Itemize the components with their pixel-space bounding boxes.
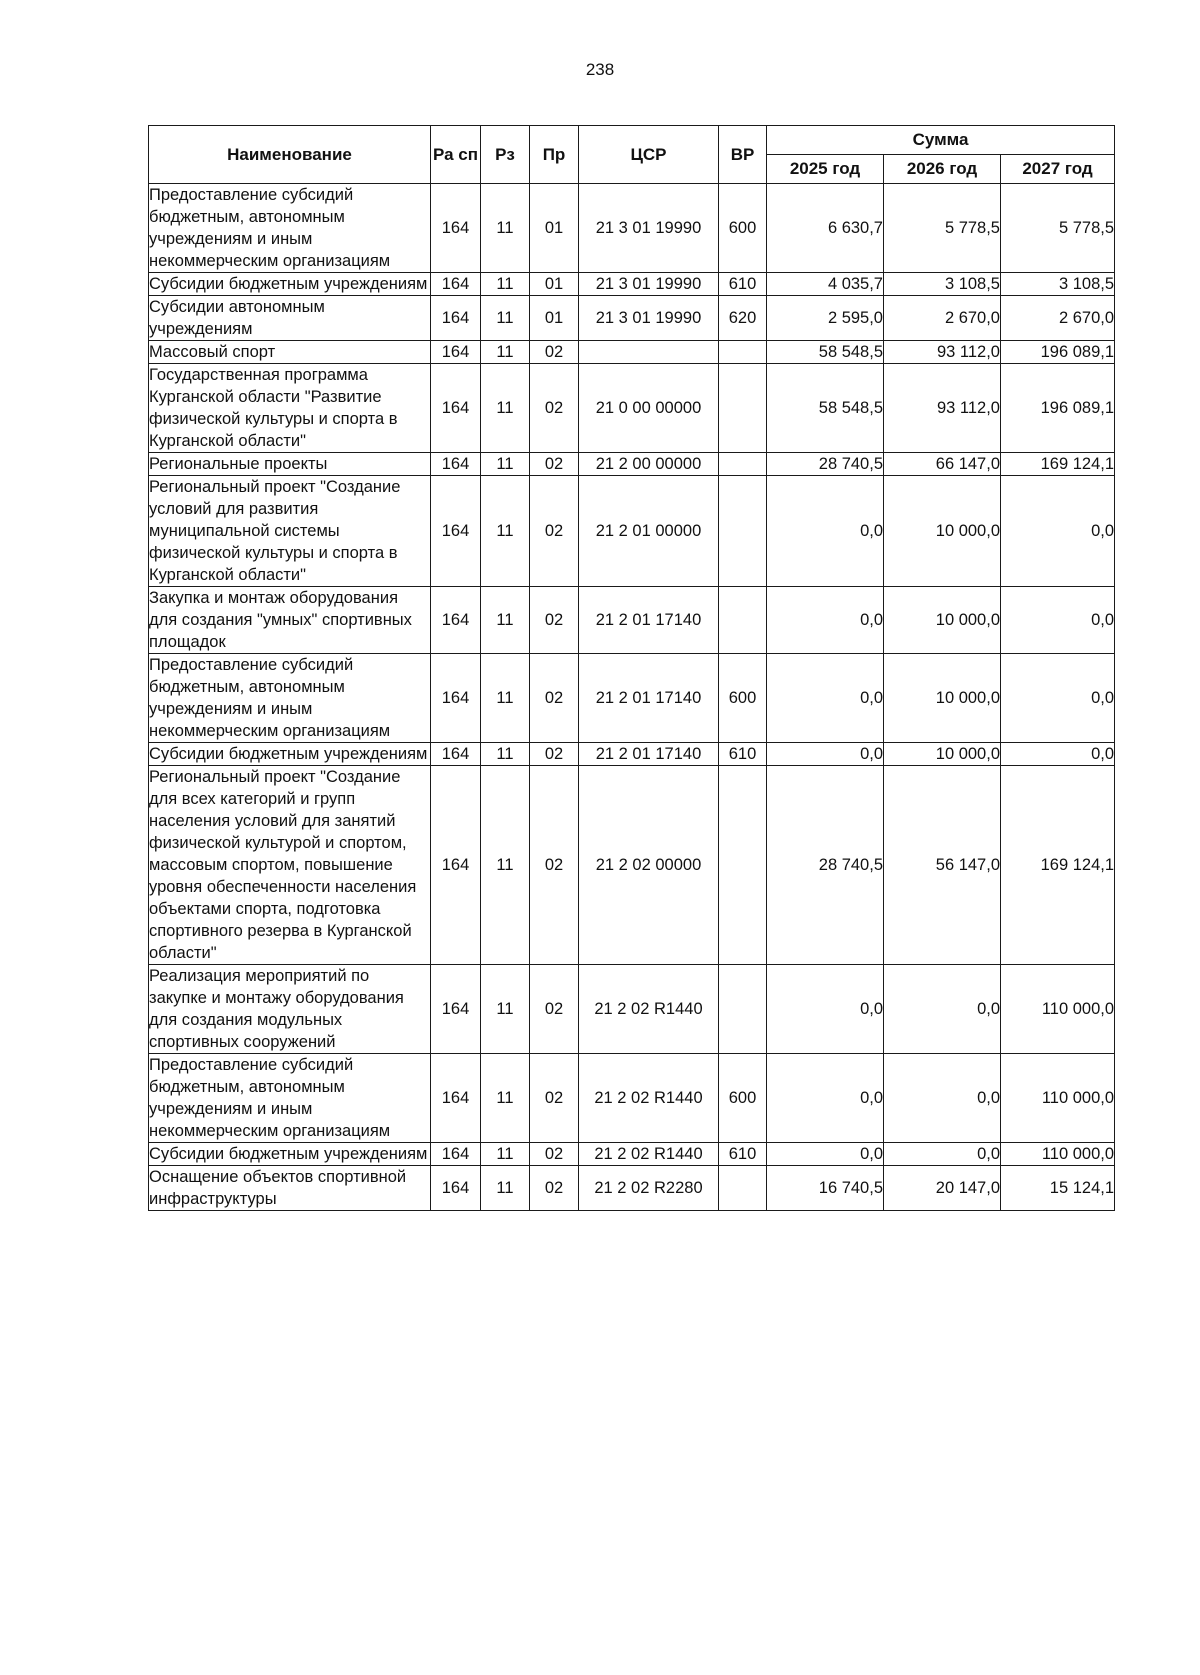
cell-vr <box>719 1166 767 1211</box>
cell-2026: 66 147,0 <box>884 453 1001 476</box>
cell-rz: 11 <box>481 184 530 273</box>
cell-rasp: 164 <box>431 1054 481 1143</box>
cell-name: Региональный проект "Создание для всех категорий и групп населения условий для занятий физической культурой и спортом, массовым спортом, повышение уровня обеспеченности населения объектами спорта, подготовка спортивного резерва в Курганской области" <box>149 766 431 965</box>
cell-vr: 620 <box>719 296 767 341</box>
table-row <box>149 587 1115 654</box>
cell-2027: 15 124,1 <box>1001 1166 1115 1211</box>
cell-csr: 21 2 02 R2280 <box>579 1166 719 1211</box>
cell-name: Закупка и монтаж оборудования для создания "умных" спортивных площадок <box>149 587 431 654</box>
cell-pr: 01 <box>530 184 579 273</box>
cell-2025: 58 548,5 <box>767 341 884 364</box>
cell-rz: 11 <box>481 273 530 296</box>
cell-rz: 11 <box>481 476 530 587</box>
cell-vr <box>719 476 767 587</box>
cell-csr: 21 2 01 17140 <box>579 743 719 766</box>
header-rz: Рз <box>481 126 530 184</box>
cell-csr <box>579 341 719 364</box>
cell-vr <box>719 364 767 453</box>
cell-2025: 58 548,5 <box>767 364 884 453</box>
header-sum: Сумма <box>767 126 1115 155</box>
cell-name: Реализация мероприятий по закупке и монтажу оборудования для создания модульных спортивных сооружений <box>149 965 431 1054</box>
cell-csr: 21 0 00 00000 <box>579 364 719 453</box>
cell-2025: 0,0 <box>767 587 884 654</box>
header-vr: ВР <box>719 126 767 184</box>
header-row <box>149 126 1115 155</box>
cell-2026: 5 778,5 <box>884 184 1001 273</box>
cell-vr: 600 <box>719 654 767 743</box>
table-row <box>149 476 1115 587</box>
cell-2027: 110 000,0 <box>1001 1143 1115 1166</box>
cell-2027: 0,0 <box>1001 743 1115 766</box>
cell-2026: 10 000,0 <box>884 587 1001 654</box>
cell-vr: 610 <box>719 743 767 766</box>
cell-2027: 0,0 <box>1001 654 1115 743</box>
cell-rasp: 164 <box>431 743 481 766</box>
cell-2025: 28 740,5 <box>767 453 884 476</box>
cell-name: Субсидии автономным учреждениям <box>149 296 431 341</box>
cell-pr: 02 <box>530 1166 579 1211</box>
cell-2027: 169 124,1 <box>1001 453 1115 476</box>
cell-rasp: 164 <box>431 296 481 341</box>
cell-rasp: 164 <box>431 654 481 743</box>
cell-2025: 0,0 <box>767 1143 884 1166</box>
page-number: 238 <box>585 60 615 79</box>
cell-rasp: 164 <box>431 1143 481 1166</box>
table-row <box>149 341 1115 364</box>
cell-name: Региональные проекты <box>149 453 431 476</box>
cell-pr: 02 <box>530 743 579 766</box>
cell-2026: 0,0 <box>884 965 1001 1054</box>
cell-csr: 21 2 02 00000 <box>579 766 719 965</box>
cell-rasp: 164 <box>431 273 481 296</box>
table-body <box>149 184 1115 1211</box>
cell-2026: 56 147,0 <box>884 766 1001 965</box>
cell-2026: 3 108,5 <box>884 273 1001 296</box>
cell-name: Субсидии бюджетным учреждениям <box>149 1143 431 1166</box>
cell-pr: 02 <box>530 587 579 654</box>
cell-pr: 02 <box>530 965 579 1054</box>
cell-csr: 21 2 02 R1440 <box>579 1054 719 1143</box>
cell-csr: 21 2 00 00000 <box>579 453 719 476</box>
cell-2025: 0,0 <box>767 743 884 766</box>
cell-rasp: 164 <box>431 965 481 1054</box>
budget-table <box>148 125 1115 1211</box>
cell-pr: 02 <box>530 341 579 364</box>
cell-2027: 3 108,5 <box>1001 273 1115 296</box>
table-row <box>149 743 1115 766</box>
cell-vr <box>719 341 767 364</box>
cell-csr: 21 2 01 17140 <box>579 587 719 654</box>
cell-name: Массовый спорт <box>149 341 431 364</box>
cell-2025: 0,0 <box>767 1054 884 1143</box>
cell-2025: 16 740,5 <box>767 1166 884 1211</box>
table-row <box>149 654 1115 743</box>
cell-rasp: 164 <box>431 476 481 587</box>
header-rasp: Ра сп <box>431 126 481 184</box>
cell-2025: 0,0 <box>767 476 884 587</box>
header-csr: ЦСР <box>579 126 719 184</box>
cell-csr: 21 2 02 R1440 <box>579 1143 719 1166</box>
cell-rz: 11 <box>481 766 530 965</box>
cell-2025: 2 595,0 <box>767 296 884 341</box>
table-row <box>149 766 1115 965</box>
cell-pr: 02 <box>530 476 579 587</box>
header-pr: Пр <box>530 126 579 184</box>
cell-2027: 5 778,5 <box>1001 184 1115 273</box>
header-year-2025: 2025 год <box>767 155 884 184</box>
cell-rasp: 164 <box>431 766 481 965</box>
cell-rz: 11 <box>481 453 530 476</box>
cell-csr: 21 2 01 17140 <box>579 654 719 743</box>
cell-vr <box>719 965 767 1054</box>
table-row <box>149 273 1115 296</box>
cell-name: Предоставление субсидий бюджетным, автономным учреждениям и иным некоммерческим организациям <box>149 654 431 743</box>
cell-name: Региональный проект "Создание условий для развития муниципальной системы физической культуры и спорта в Курганской области" <box>149 476 431 587</box>
table-row <box>149 1143 1115 1166</box>
cell-vr: 600 <box>719 1054 767 1143</box>
cell-rz: 11 <box>481 1143 530 1166</box>
header-year-2027: 2027 год <box>1001 155 1115 184</box>
header-name: Наименование <box>149 126 431 184</box>
cell-2025: 28 740,5 <box>767 766 884 965</box>
cell-rasp: 164 <box>431 1166 481 1211</box>
cell-rasp: 164 <box>431 184 481 273</box>
table-row <box>149 965 1115 1054</box>
cell-2027: 2 670,0 <box>1001 296 1115 341</box>
cell-2025: 0,0 <box>767 965 884 1054</box>
cell-rz: 11 <box>481 587 530 654</box>
cell-vr <box>719 453 767 476</box>
cell-vr: 600 <box>719 184 767 273</box>
cell-rz: 11 <box>481 296 530 341</box>
cell-vr <box>719 766 767 965</box>
cell-2027: 110 000,0 <box>1001 1054 1115 1143</box>
cell-vr: 610 <box>719 273 767 296</box>
cell-pr: 02 <box>530 1143 579 1166</box>
cell-rasp: 164 <box>431 587 481 654</box>
cell-2025: 4 035,7 <box>767 273 884 296</box>
cell-2026: 93 112,0 <box>884 341 1001 364</box>
cell-2026: 20 147,0 <box>884 1166 1001 1211</box>
table-row <box>149 453 1115 476</box>
cell-rz: 11 <box>481 1166 530 1211</box>
cell-name: Оснащение объектов спортивной инфраструктуры <box>149 1166 431 1211</box>
cell-2027: 169 124,1 <box>1001 766 1115 965</box>
cell-rz: 11 <box>481 1054 530 1143</box>
cell-rz: 11 <box>481 364 530 453</box>
cell-rasp: 164 <box>431 341 481 364</box>
cell-csr: 21 2 02 R1440 <box>579 965 719 1054</box>
cell-pr: 01 <box>530 296 579 341</box>
cell-2025: 6 630,7 <box>767 184 884 273</box>
cell-2026: 10 000,0 <box>884 476 1001 587</box>
cell-csr: 21 2 01 00000 <box>579 476 719 587</box>
cell-pr: 02 <box>530 766 579 965</box>
cell-rz: 11 <box>481 743 530 766</box>
table-row <box>149 364 1115 453</box>
cell-name: Предоставление субсидий бюджетным, автономным учреждениям и иным некоммерческим организациям <box>149 1054 431 1143</box>
cell-name: Субсидии бюджетным учреждениям <box>149 743 431 766</box>
cell-name: Предоставление субсидий бюджетным, автономным учреждениям и иным некоммерческим организациям <box>149 184 431 273</box>
cell-2026: 10 000,0 <box>884 654 1001 743</box>
cell-2027: 110 000,0 <box>1001 965 1115 1054</box>
cell-rz: 11 <box>481 654 530 743</box>
cell-csr: 21 3 01 19990 <box>579 273 719 296</box>
cell-rz: 11 <box>481 341 530 364</box>
cell-pr: 02 <box>530 364 579 453</box>
cell-2026: 0,0 <box>884 1143 1001 1166</box>
table-row <box>149 184 1115 273</box>
cell-2027: 0,0 <box>1001 587 1115 654</box>
cell-2027: 0,0 <box>1001 476 1115 587</box>
header-year-2026: 2026 год <box>884 155 1001 184</box>
cell-vr <box>719 587 767 654</box>
cell-2027: 196 089,1 <box>1001 341 1115 364</box>
cell-2027: 196 089,1 <box>1001 364 1115 453</box>
table-row <box>149 1054 1115 1143</box>
table-row <box>149 1166 1115 1211</box>
cell-2026: 10 000,0 <box>884 743 1001 766</box>
cell-name: Государственная программа Курганской области "Развитие физической культуры и спорта в Курганской области" <box>149 364 431 453</box>
cell-pr: 01 <box>530 273 579 296</box>
cell-2026: 93 112,0 <box>884 364 1001 453</box>
cell-vr: 610 <box>719 1143 767 1166</box>
cell-pr: 02 <box>530 1054 579 1143</box>
cell-csr: 21 3 01 19990 <box>579 184 719 273</box>
cell-2026: 2 670,0 <box>884 296 1001 341</box>
table-row <box>149 296 1115 341</box>
cell-pr: 02 <box>530 654 579 743</box>
cell-rasp: 164 <box>431 453 481 476</box>
cell-rasp: 164 <box>431 364 481 453</box>
cell-2025: 0,0 <box>767 654 884 743</box>
cell-csr: 21 3 01 19990 <box>579 296 719 341</box>
cell-rz: 11 <box>481 965 530 1054</box>
cell-2026: 0,0 <box>884 1054 1001 1143</box>
cell-name: Субсидии бюджетным учреждениям <box>149 273 431 296</box>
cell-pr: 02 <box>530 453 579 476</box>
